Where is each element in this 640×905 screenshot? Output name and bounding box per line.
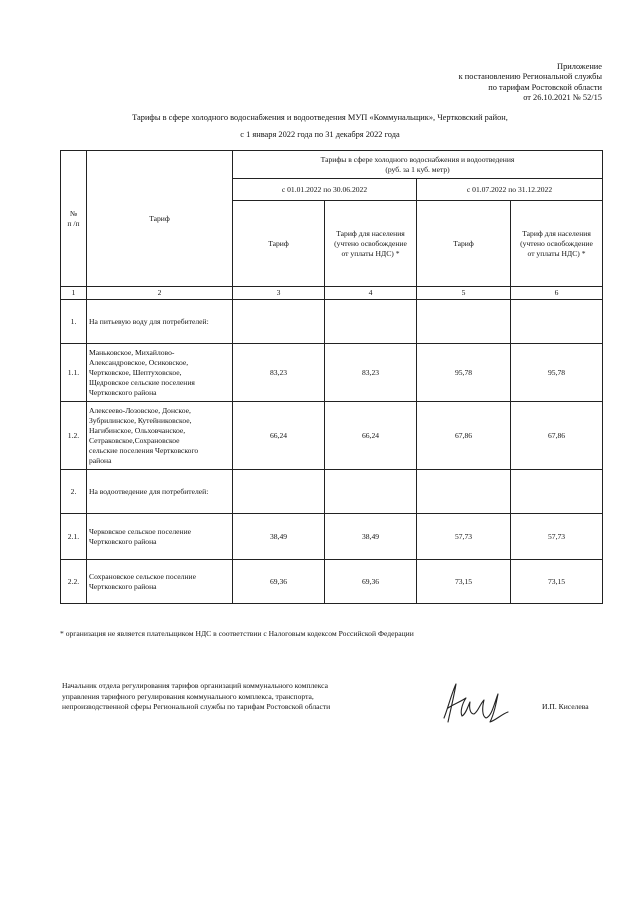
column-number: 2 (87, 287, 233, 300)
row-value: 67,86 (417, 402, 511, 470)
row-value: 83,23 (233, 344, 325, 402)
column-number: 1 (61, 287, 87, 300)
row-value: 57,73 (511, 514, 603, 560)
row-value: 73,15 (417, 560, 511, 604)
row-name: На питьевую воду для потребителей: (87, 300, 233, 344)
table-row (61, 300, 603, 344)
row-number: 1.1. (61, 344, 87, 402)
row-value: 73,15 (511, 560, 603, 604)
column-number: 3 (233, 287, 325, 300)
row-value (325, 300, 417, 344)
table-row (61, 344, 603, 402)
document-title: Тарифы в сфере холодного водоснабжения и водоотведения МУП «Коммунальщик», Чертковский район, (132, 113, 508, 122)
handwritten-signature (438, 678, 528, 728)
row-value (511, 470, 603, 514)
header-population-2: Тариф для населения (учтено освобождение от уплаты НДС) * (511, 201, 603, 287)
row-number: 1.2. (61, 402, 87, 470)
row-value (233, 470, 325, 514)
signer-line: Начальник отдела регулирования тарифов организаций коммунального комплекса (62, 681, 328, 690)
table-row (61, 402, 603, 470)
row-value (233, 300, 325, 344)
row-value: 66,24 (233, 402, 325, 470)
signer-name: И.П. Киселева (542, 702, 589, 711)
document-period: с 1 января 2022 года по 31 декабря 2022 года (240, 130, 400, 139)
appendix-line: по тарифам Ростовской области (488, 82, 602, 92)
tariff-table (60, 150, 603, 604)
row-value: 83,23 (325, 344, 417, 402)
header-tariff-1: Тариф (233, 201, 325, 287)
header-group: Тарифы в сфере холодного водоснабжения и водоотведения (руб. за 1 куб. метр) (233, 151, 603, 179)
column-number: 5 (417, 287, 511, 300)
header-number: № п /п (61, 151, 87, 287)
signer-line: управления тарифного регулирования коммунального комплекса, транспорта, (62, 691, 314, 701)
row-name: Маньковское, Михайлово- Александровское, Осиковское, Чертковское, Шептуховское, Щедровское сельские поселения Чертковского района (87, 344, 233, 402)
header-period-1: с 01.01.2022 по 30.06.2022 (233, 179, 417, 201)
row-value: 38,49 (233, 514, 325, 560)
row-value: 95,78 (417, 344, 511, 402)
appendix-line: Приложение (557, 62, 602, 71)
appendix-block (362, 62, 602, 104)
row-name: Алексеево-Лозовское, Донское, Зубрилинское, Кутейниковское, Нагибинское, Ольховчанское, Сетраковское,Сохрановское сельские поселения Чертковского района (87, 402, 233, 470)
row-value: 69,36 (325, 560, 417, 604)
table-row (61, 514, 603, 560)
row-name: Сохрановское сельское поселние Чертковского района (87, 560, 233, 604)
row-value: 57,73 (417, 514, 511, 560)
row-value: 67,86 (511, 402, 603, 470)
row-name: Черковское сельское поселение Чертковского района (87, 514, 233, 560)
header-population-1: Тариф для населения (учтено освобождение от уплаты НДС) * (325, 201, 417, 287)
signer-position (62, 681, 330, 713)
appendix-line: от 26.10.2021 № 52/15 (523, 93, 602, 103)
column-number: 4 (325, 287, 417, 300)
table-row (61, 470, 603, 514)
row-value: 95,78 (511, 344, 603, 402)
row-value (511, 300, 603, 344)
header-tariff-2: Тариф (417, 201, 511, 287)
table-row (61, 560, 603, 604)
header-tariff: Тариф (87, 151, 233, 287)
row-number: 2.2. (61, 560, 87, 604)
row-value (417, 470, 511, 514)
row-value: 66,24 (325, 402, 417, 470)
column-number: 6 (511, 287, 603, 300)
row-name: На водоотведение для потребителей: (87, 470, 233, 514)
row-number: 1. (61, 300, 87, 344)
row-value: 69,36 (233, 560, 325, 604)
footnote: * организация не является плательщиком НДС в соответствии с Налоговым кодексом Российской Федерации (60, 629, 414, 638)
row-value (417, 300, 511, 344)
row-number: 2.1. (61, 514, 87, 560)
row-value: 38,49 (325, 514, 417, 560)
row-number: 2. (61, 470, 87, 514)
row-value (325, 470, 417, 514)
signer-line: непроизводственной сферы Региональной службы по тарифам Ростовской области (62, 702, 331, 712)
appendix-line: к постановлению Региональной службы (458, 72, 602, 82)
header-period-2: с 01.07.2022 по 31.12.2022 (417, 179, 603, 201)
